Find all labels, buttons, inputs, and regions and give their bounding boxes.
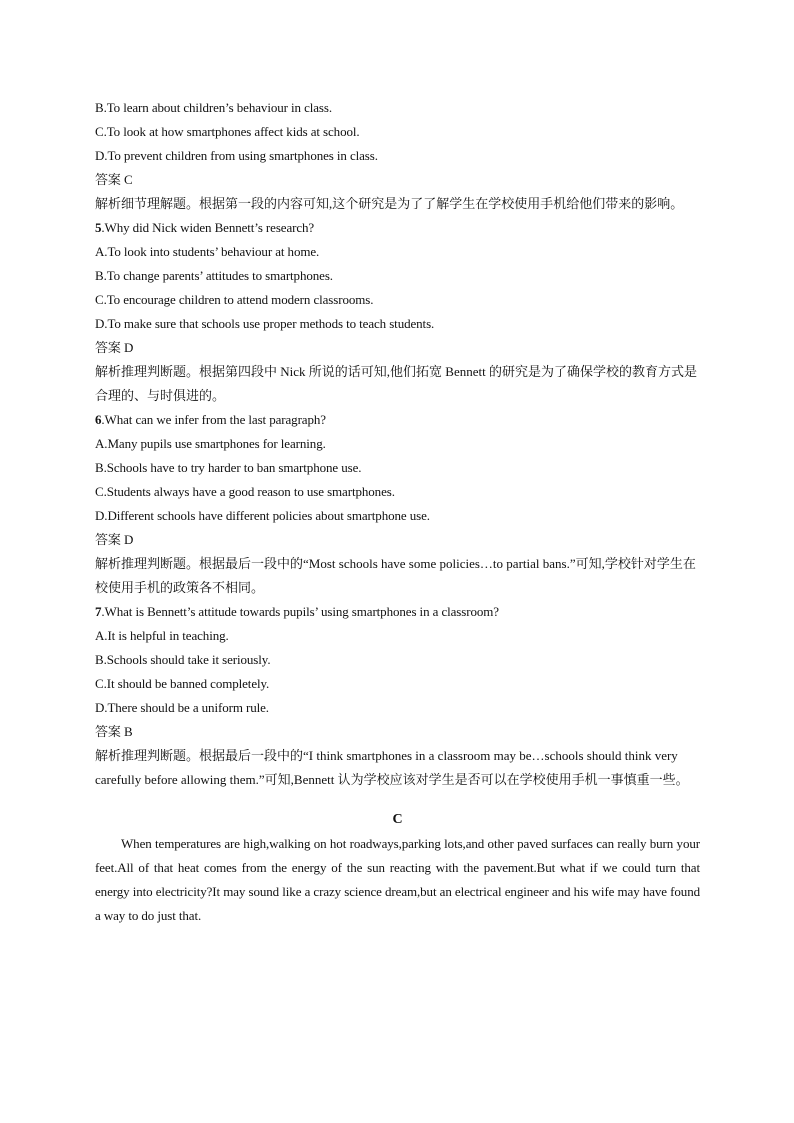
q6-stem bbox=[95, 408, 700, 432]
q6-explanation-text: 推理判断题。根据最后一段中的“Most schools have some policies…to partial bans.”可知,学校针对学生在校使用手机的政策各不相同。 bbox=[95, 556, 696, 595]
passage-paragraph: When temperatures are high,walking on hot roadways,parking lots,and other paved surfaces can really burn your feet.All of that heat comes from the energy of the sun reacting with the pavement.But what if we could turn that energy into electricity?It may sound like a crazy science dream,but an electrical engineer and his wife may have found a way to do just that. bbox=[95, 836, 700, 923]
q4-explanation-text: 细节理解题。根据第一段的内容可知,这个研究是为了了解学生在学校使用手机给他们带来的影响。 bbox=[121, 196, 684, 211]
q7-answer: 答案 B bbox=[95, 724, 133, 739]
q7-option-a: A.It is helpful in teaching. bbox=[95, 628, 229, 643]
q4-option-d: D.To prevent children from using smartphones in class. bbox=[95, 148, 378, 163]
q7-stem bbox=[95, 600, 700, 624]
q7-number: 7 bbox=[95, 604, 102, 619]
q7-stem-text: .What is Bennett’s attitude towards pupils’ using smartphones in a classroom? bbox=[101, 604, 499, 619]
q6-option-d: D.Different schools have different policies about smartphone use. bbox=[95, 508, 430, 523]
q6-option-a: A.Many pupils use smartphones for learning. bbox=[95, 436, 326, 451]
q4-explanation-label: 解析 bbox=[95, 196, 122, 211]
q5-option-c: C.To encourage children to attend modern classrooms. bbox=[95, 292, 374, 307]
q6-option-c: C.Students always have a good reason to use smartphones. bbox=[95, 484, 395, 499]
q5-option-a: A.To look into students’ behaviour at home. bbox=[95, 244, 320, 259]
q6-explanation-label: 解析 bbox=[95, 556, 122, 571]
section-heading: C bbox=[392, 812, 403, 827]
q5-stem bbox=[95, 216, 700, 240]
q5-answer: 答案 D bbox=[95, 340, 134, 355]
q7-option-d: D.There should be a uniform rule. bbox=[95, 700, 269, 715]
q4-option-b: B.To learn about children’s behaviour in class. bbox=[95, 100, 332, 115]
q5-stem-text: .Why did Nick widen Bennett’s research? bbox=[101, 220, 315, 235]
q6-answer: 答案 D bbox=[95, 532, 134, 547]
q5-explanation-text: 推理判断题。根据第四段中 Nick 所说的话可知,他们拓宽 Bennett 的研究是为了确保学校的教育方式是合理的、与时俱进的。 bbox=[95, 364, 697, 403]
q4-answer: 答案 C bbox=[95, 172, 133, 187]
q7-option-c: C.It should be banned completely. bbox=[95, 676, 270, 691]
q4-option-c: C.To look at how smartphones affect kids at school. bbox=[95, 124, 360, 139]
q4-explanation bbox=[95, 192, 700, 216]
q6-option-b: B.Schools have to try harder to ban smartphone use. bbox=[95, 460, 362, 475]
q7-explanation-text: 推理判断题。根据最后一段中的“I think smartphones in a classroom may be…schools should think very carefully before allowing them.”可知,Bennett 认为学校应该对学生是否可以在学校使用手机一事慎重一些。 bbox=[95, 748, 689, 787]
q7-explanation-label: 解析 bbox=[95, 748, 122, 763]
q7-option-b: B.Schools should take it seriously. bbox=[95, 652, 271, 667]
q6-number: 6 bbox=[95, 412, 102, 427]
q5-number: 5 bbox=[95, 220, 102, 235]
document-page bbox=[95, 96, 700, 928]
q6-stem-text: .What can we infer from the last paragraph? bbox=[101, 412, 326, 427]
q7-explanation bbox=[95, 744, 700, 792]
q5-explanation bbox=[95, 360, 700, 408]
q5-option-b: B.To change parents’ attitudes to smartphones. bbox=[95, 268, 333, 283]
q5-explanation-label: 解析 bbox=[95, 364, 122, 379]
q6-explanation bbox=[95, 552, 700, 600]
q5-option-d: D.To make sure that schools use proper methods to teach students. bbox=[95, 316, 435, 331]
